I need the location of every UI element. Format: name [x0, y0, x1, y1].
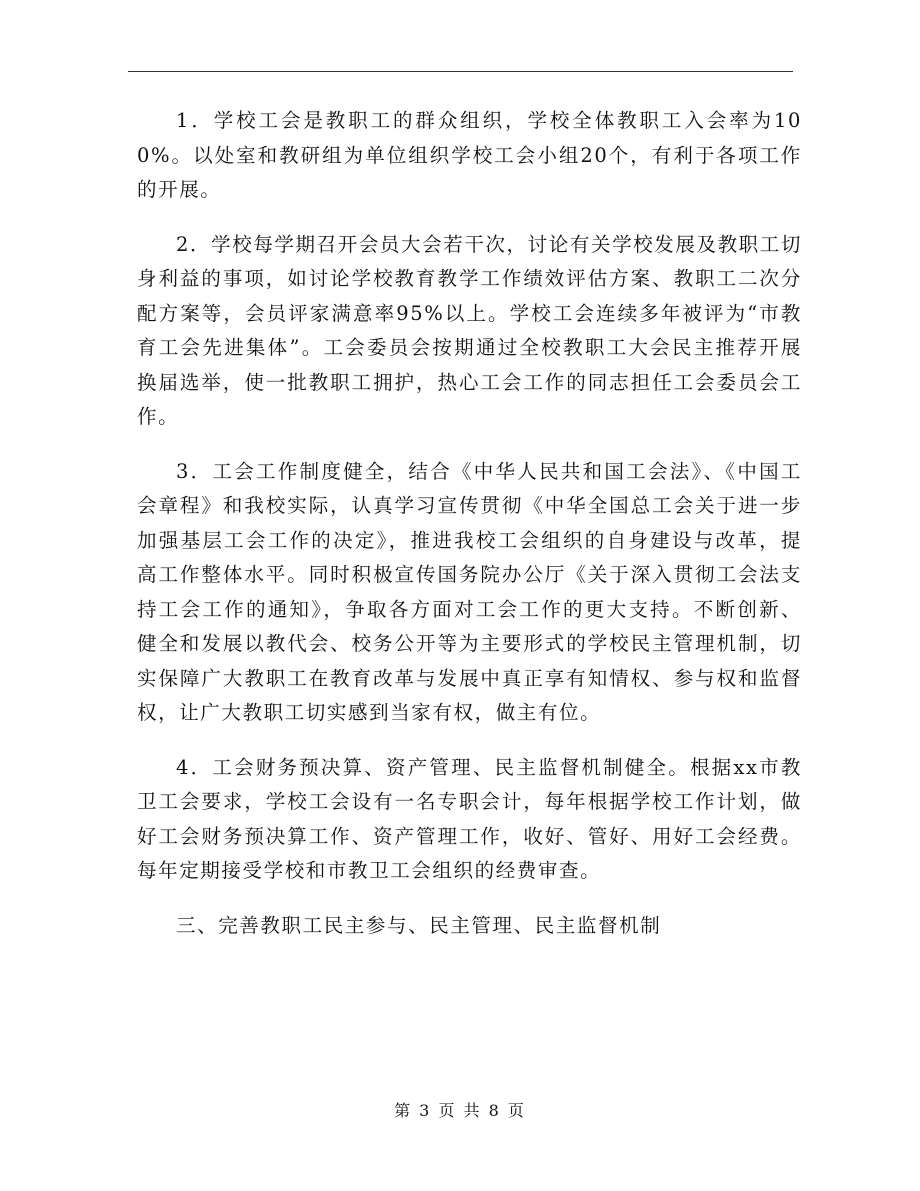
- paragraph-2: 2．学校每学期召开会员大会若干次，讨论有关学校发展及教职工切身利益的事项，如讨论学校教育教学工作绩效评估方案、教职工二次分配方案等，会员评家满意率95%以上。学校工会连续多年被评为“市教育工会先进集体”。工会委员会按期通过全校教职工大会民主推荐开展换届选举，使一批教职工拥护，热心工会工作的同志担任工会委员会工作。: [137, 232, 802, 428]
- header-rule: [128, 71, 793, 72]
- paragraph-4: 4．工会财务预决算、资产管理、民主监督机制健全。根据xx市教卫工会要求，学校工会设有一名专职会计，每年根据学校工作计划，做好工会财务预决算工作、资产管理工作，收好、管好、用好工会经费。每年定期接受学校和市教卫工会组织的经费审查。: [137, 755, 802, 882]
- paragraph-1: 1．学校工会是教职工的群众组织，学校全体教职工入会率为100%。以处室和教研组为单位组织学校工会小组20个，有利于各项工作的开展。: [137, 109, 802, 201]
- page-number: 第 3 页 共 8 页: [394, 1101, 526, 1120]
- section-heading: 三、完善教职工民主参与、民主管理、民主监督机制: [176, 913, 662, 937]
- document-body: [137, 104, 802, 963]
- paragraph-3: 3．工会工作制度健全，结合《中华人民共和国工会法》、《中国工会章程》和我校实际，认真学习宣传贯彻《中华全国总工会关于进一步加强基层工会工作的决定》，推进我校工会组织的自身建设与改革，提高工作整体水平。同时积极宣传国务院办公厅《关于深入贯彻工会法支持工会工作的通知》，争取各方面对工会工作的更大支持。不断创新、健全和发展以教代会、校务公开等为主要形式的学校民主管理机制，切实保障广大教职工在教育改革与发展中真正享有知情权、参与权和监督权，让广大教职工切实感到当家有权，做主有位。: [137, 459, 802, 724]
